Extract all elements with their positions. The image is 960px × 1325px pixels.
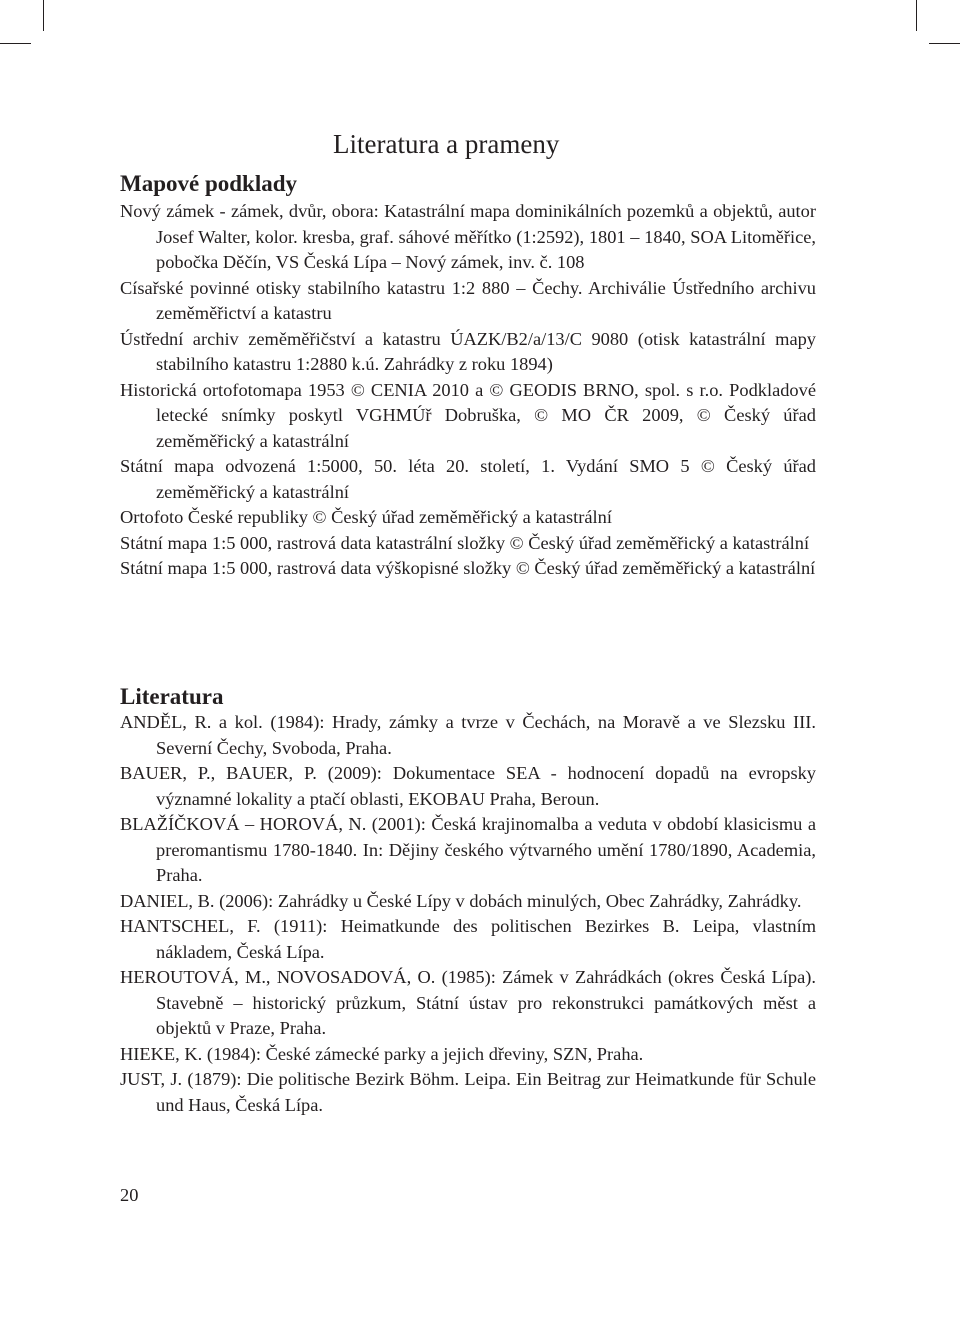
list-item: Státní mapa 1:5 000, rastrová data katastrální složky © Český úřad zeměměřický a katastrální [120, 532, 810, 553]
list-item: Ortofoto České republiky © Český úřad zeměměřický a katastrální [120, 507, 612, 527]
list-item: Ústřední archiv zeměměřičství a katastru ÚAZK/B2/a/13/C 9080 (otisk katastrální mapy stabilního katastru 1:2880 k.ú. Zahrádky z roku 1894) [120, 328, 816, 374]
list-item: DANIEL, B. (2006): Zahrádky u České Lípy v dobách minulých, Obec Zahrádky, Zahrádky. [120, 890, 802, 911]
list-item: BLAŽÍČKOVÁ – HOROVÁ, N. (2001): Česká krajinomalba a veduta v období klasicismu a preromantismu 1780-1840. In: Dějiny českého výtvarného umění 1780/1890, Academia, Praha. [120, 814, 816, 885]
list-item: BAUER, P., BAUER, P. (2009): Dokumentace SEA - hodnocení dopadů na evropsky významné lokality a ptačí oblasti, EKOBAU Praha, Beroun. [120, 763, 816, 809]
crop-mark-top-right [916, 0, 917, 31]
map-sources-list [120, 199, 816, 582]
page-number: 20 [120, 1185, 139, 1205]
list-item: HIEKE, K. (1984): České zámecké parky a jejich dřeviny, SZN, Praha. [120, 1043, 644, 1064]
literature-list [120, 710, 816, 1118]
list-item: Nový zámek - zámek, dvůr, obora: Katastrální mapa dominikálních pozemků a objektů, autor Josef Walter, kolor. kresba, graf. sáhové měřítko (1:2592), 1801 – 1840, SOA Litoměřice, pobočka Děčín, VS Česká Lípa – Nový zámek, inv. č. 108 [120, 201, 816, 272]
list-item: Státní mapa 1:5 000, rastrová data výškopisné složky © Český úřad zeměměřický a katastrální [120, 558, 816, 578]
page-title: Literatura a prameny [333, 129, 560, 159]
section-heading-map-sources: Mapové podklady [120, 171, 298, 196]
list-item: Historická ortofotomapa 1953 © CENIA 2010 a © GEODIS BRNO, spol. s r.o. Podkladové letecké snímky poskytl VGHMÚř Dobruška, © MO ČR 2009, © Český úřad zeměměřický a katastrální [120, 379, 816, 451]
list-item: Císařské povinné otisky stabilního katastru 1:2 880 – Čechy. Archiválie Ústředního archivu zeměměřictví a katastru [120, 277, 816, 323]
section-heading-literature: Literatura [120, 684, 224, 709]
list-item: ANDĚL, R. a kol. (1984): Hrady, zámky a tvrze v Čechách, na Moravě a ve Slezsku III. Severní Čechy, Svoboda, Praha. [120, 712, 816, 758]
crop-mark-top-left [43, 0, 44, 31]
list-item: Státní mapa odvozená 1:5000, 50. léta 20. století, 1. Vydání SMO 5 © Český úřad zeměměřický a katastrální [120, 456, 816, 502]
crop-mark-top-left-horizontal [0, 43, 31, 44]
list-item: HEROUTOVÁ, M., NOVOSADOVÁ, O. (1985): Zámek v Zahrádkách (okres Česká Lípa). Stavebně – historický průzkum, Státní ústav pro rekonstrukci památkových měst a objektů v Praze, Praha. [120, 967, 816, 1038]
list-item: HANTSCHEL, F. (1911): Heimatkunde des politischen Bezirkes B. Leipa, vlastním nákladem, Česká Lípa. [120, 916, 816, 962]
list-item: JUST, J. (1879): Die politische Bezirk Böhm. Leipa. Ein Beitrag zur Heimatkunde für Schule und Haus, Česká Lípa. [120, 1069, 816, 1115]
crop-mark-top-right-horizontal [929, 43, 960, 44]
